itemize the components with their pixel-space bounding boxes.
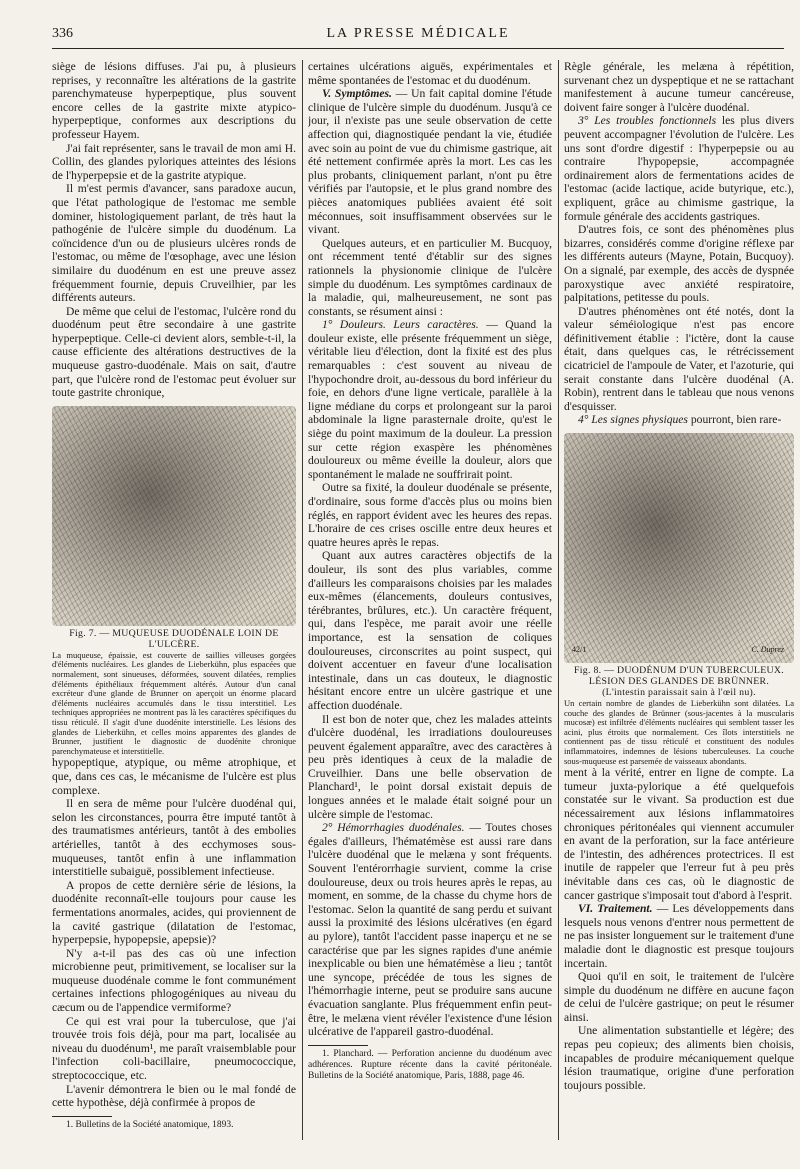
figure-8-caption xyxy=(564,665,794,766)
section-5 xyxy=(308,87,552,237)
footnote-rule xyxy=(52,1116,112,1117)
paragraph xyxy=(308,318,552,481)
footnote-rule xyxy=(308,1045,368,1046)
section-6-title: VI. Traitement. xyxy=(578,902,653,916)
paragraph-text: pourront, bien rare- xyxy=(687,413,782,427)
paragraph: Il est bon de noter que, chez les malades atteints d'ulcère duodénal, les irradiations douloureuses peuvent également apparaître, avec des caractères à peu près identiques à ceux de la maladie de Cruveilhier. Dans une belle observation de Planchard¹, le point dorsal existait depuis de longues années et le malade était soigné pour un ulcère simple de l'estomac. xyxy=(308,712,552,821)
paragraph: Il en sera de même pour l'ulcère duodénal qui, selon les circonstances, pourra être imputé tantôt à des traumatismes antérieurs, tantôt à des embolies artérielles, tantôt à des ecchymoses sous-muqueuses, tantôt enfin à une inflammation interstitielle subaiguë, possiblement infectieuse. xyxy=(52,797,296,879)
subheading: 1° Douleurs. Leurs caractères. xyxy=(322,318,479,332)
figure-8-description: Un certain nombre de glandes de Lieberkühn sont dilatées. La couche des glandes de Brünner (sous-jacentes à la muscularis mucosæ) est infiltrée d'éléments nucléaires qui semblent tasser les acini, plus étroits que normalement. Ces îlots interstitiels ne contiennent pas de tissu réticulé et constituent des nodules inflammatoires, indemnes de lésions tuberculeuses. La couche sous-muqueuse est parsemée de vaisseaux abondants. xyxy=(564,698,794,766)
figure-7-title: Fig. 7. — MUQUEUSE DUODÉNALE LOIN DE L'ULCÈRE. xyxy=(69,627,279,650)
figure-8-subtitle: (L'intestin paraissait sain à l'œil nu). xyxy=(602,687,756,699)
column-divider xyxy=(302,60,303,1140)
paragraph: ment à la vérité, entrer en ligne de compte. La tumeur juxta-pylorique a été quelquefois constatée sur le vivant. Sa production est due nécessairement aux lésions inflammatoires chroniques péritonéales qui viennent accumuler en avant de la perforation, sur la face antérieure de l'intestin, des adhérences protectrices. Il est inutile de rappeler que l'erreur fut à peu près inévitable dans ces cas, où le diagnostic de cancer gastrique s'imposait tout d'abord à l'esprit. xyxy=(564,766,794,902)
figure-8-signature: C. Duprez xyxy=(751,645,784,655)
paragraph: J'ai fait représenter, sans le travail de mon ami H. Collin, des glandes pyloriques atteintes des lésions de l'hyperpepsie et de la gastrite atypique. xyxy=(52,141,296,182)
paragraph: certaines ulcérations aiguës, expérimentales et même spontanées de l'estomac et du duodénum. xyxy=(308,60,552,87)
figure-8-scale: 42/1 xyxy=(572,645,587,655)
page-number: 336 xyxy=(52,26,73,41)
column-divider xyxy=(558,60,559,1140)
section-5-text: — Un fait capital domine l'étude clinique de l'ulcère simple du duodénum. Jusqu'à ce jour, il n'existe pas une seule observation de cette affection qui, diagnostiquée pendant la vie, étudiée avec soin au point de vue du chimisme gastrique, ait été nettement confirmée après la mort. Les cas les plus probants, cliniquement parlant, n'ont pu être vérifiés par l'autopsie, et le plus grand nombre des pièces anatomiques publiées avaient été soit méconnues, soit insuffisamment observées sur le vivant. xyxy=(308,87,552,237)
paragraph: Une alimentation substantielle et légère; des repas peu copieux; des aliments bien choisis, incapables de produire mécaniquement quelque lésion traumatique, origine d'une perforation toujours possible. xyxy=(564,1024,794,1092)
paragraph: A propos de cette dernière série de lésions, la duodénite reconnaît-elle toujours pour cause les fermentations anormales, acides, qui proviennent de la cavité gastrique (dilatation de l'estomac, hyperpepsie, hypopepsie, apepsie)? xyxy=(52,878,296,947)
paragraph: De même que celui de l'estomac, l'ulcère rond du duodénum peut être secondaire à une gastrite hyperpeptique. Celle-ci devient alors, semble-t-il, la cause efficiente des altérations destructives de la muqueuse gastro-duodénale. Mais on sait, d'autre part, que l'ulcère rond de l'estomac peut évoluer sur toute gastrite chronique, xyxy=(52,304,296,400)
paragraph: N'y a-t-il pas des cas où une infection microbienne peut, primitivement, se localiser sur la muqueuse duodénale comme le font communément certaines infections phlogogéniques au niveau du cæcum ou de l'appendice vermiforme? xyxy=(52,946,296,1015)
paragraph: hypopeptique, atypique, ou même atrophique, et que, dans ces cas, le mécanisme de l'ulcère est plus complexe. xyxy=(52,756,296,797)
paragraph: D'autres fois, ce sont des phénomènes plus bizarres, considérés comme d'origine réflexe par les différents auteurs (Mayne, Potain, Bucquoy). On a signalé, par exemple, des accès de dyspnée paroxystique avec anxiété respiratoire, palpitations, petitesse du pouls. xyxy=(564,223,794,305)
figure-8-micrograph xyxy=(564,433,794,663)
section-6 xyxy=(564,902,794,970)
paragraph xyxy=(564,413,794,427)
paragraph: Quoi qu'il en soit, le traitement de l'ulcère simple du duodénum ne diffère en aucune façon de celui de l'ulcère gastrique; on peut le résumer ainsi. xyxy=(564,970,794,1024)
paragraph-text: les plus divers peuvent accompagner l'évolution de l'ulcère. Les uns sont d'ordre digestif : l'hyperpepsie ou au contraire l'hypopepsie, accompagnée ordinairement alors de fermentations acides de l'estomac (acide lactique, acide butyrique, etc.), expliquent, grâce au chimisme gastrique, la formule générale des accidents gastriques. xyxy=(564,114,794,223)
paragraph: Quelques auteurs, et en particulier M. Bucquoy, ont récemment tenté d'établir sur des signes rationnels la physionomie clinique de l'ulcère simple du duodénum. Les symptômes cardinaux de la maladie, qui, malheureusement, ne sont pas constants, se résument ainsi : xyxy=(308,236,552,318)
paragraph-text: — Toutes choses égales d'ailleurs, l'hématémèse est aussi rare dans l'ulcère duodénal que le melæna y sont fréquents. Souvent l'entérorrhagie survient, comme la crise douloureuse, deux ou trois heures après le repas, au moment, en somme, de la chasse du chyme hors de l'estomac. Selon la quantité de sang perdu et suivant aussi la proximité des lésions ulcératives (en égard au pylore), tantôt l'accident passe inaperçu et ne se caractérise que par les signes rapides d'une anémie inexplicable ou bien une hématémèse a lieu ; tantôt une syncope, précédée de tous les signes de l'hémorrhagie interne, peut se produire sans aucune évacuation sanglante. Plus fréquemment enfin peut-être, le melæna vient révéler l'existence d'une lésion ulcérative de l'appareil gastro-duodénal. xyxy=(308,821,552,1039)
paragraph: Outre sa fixité, la douleur duodénale se présente, d'ordinaire, sous forme d'accès plus ou moins bien réglés, en rapport évident avec les heures des repas. L'horaire de ces crises oscille entre deux heures et quatre heures après le repas. xyxy=(308,481,552,549)
paragraph: Ce qui est vrai pour la tuberculose, que j'ai trouvée trois fois déjà, pour ma part, localisée au niveau du duodénum¹, me paraît vraisemblable pour l'infection coli-bacillaire, pneumococcique, streptococcique, etc. xyxy=(52,1014,296,1083)
subheading: 3° Les troubles fonctionnels xyxy=(578,114,717,128)
section-6-text: — Les développements dans lesquels nous venons d'entrer nous permettent de ne pas insister longuement sur le traitement d'une maladie dont le diagnostic est presque toujours incertain. xyxy=(564,902,794,970)
figure-8-title: Fig. 8. — DUODÉNUM D'UN TUBERCULEUX. LÉSION DES GLANDES DE BRÜNNER. xyxy=(574,665,784,688)
paragraph: D'autres phénomènes ont été notés, dont la valeur séméiologique n'est pas encore définitivement établie : l'ictère, dont la cause était, dans quelques cas, le rétrécissement cicatriciel de l'ampoule de Vater, et l'azoturie, qui serait constante dans l'ulcère duodénal (A. Robin), rentrent dans le tableau que nous venons d'esquisser. xyxy=(564,304,794,413)
footnote: 1. Planchard. — Perforation ancienne du duodénum avec adhérences. Rupture récente dans la cavité péritonéale. Bulletins de la Société anatomique, Paris, 1888, page 46. xyxy=(308,1048,552,1081)
column-right xyxy=(564,60,794,1140)
section-5-title: V. Symptômes. xyxy=(322,87,392,101)
paragraph: siège de lésions diffuses. J'ai pu, à plusieurs reprises, y reconnaître les altérations de la gastrite parenchymateuse hyperpeptique, plus souvent encore celles de la gastrite mixte atypico-hyperpeptique, conformes aux descriptions du professeur Hayem. xyxy=(52,60,296,141)
page-header xyxy=(52,24,784,49)
paragraph-text: — Quand la douleur existe, elle présente fréquemment un siège, véritable lieu d'élection, dont la fixité est des plus remarquables : c'est souvent au niveau de l'hypochondre droit, au-dessous du bord inférieur du foie, en dehors d'une ligne verticale, parallèle à la ligne médiane du corps et prolongeant sur la paroi abdominale la ligne parasternale droite, qu'est le siège du point maximum de la douleur. La pression sur cette région exaspère les phénomènes douloureux ou même éveille la douleur, alors que spontanément le malade ne souffrirait point. xyxy=(308,318,552,481)
paragraph: Il m'est permis d'avancer, sans paradoxe aucun, que l'état pathologique de l'estomac me semble dominer, histologiquement parlant, de très haut la pathogénie de l'ulcère simple du duodénum. La coïncidence d'un ou de plusieurs ulcères ronds de l'estomac, ou même de l'œsophage, avec une lésion similaire du duodénum en est une preuve assez fréquemment fournie, depuis Cruveilhier, par les différents auteurs. xyxy=(52,182,296,305)
figure-7-micrograph xyxy=(52,406,296,626)
subheading: 2° Hémorrhagies duodénales. xyxy=(322,821,465,835)
journal-title: LA PRESSE MÉDICALE xyxy=(326,26,510,41)
paragraph: Règle générale, les melæna à répétition, survenant chez un dyspeptique et ne se rattachant manifestement à aucune tumeur cancéreuse, doivent faire songer à l'ulcère duodénal. xyxy=(564,60,794,114)
paragraph xyxy=(308,821,552,1039)
figure-7-description: La muqueuse, épaissie, est couverte de saillies villeuses gorgées d'éléments nucléaires. Les glandes de Lieberkühn, plus espacées que normalement, sont sinueuses, déformées, souvent dilatées, remplies d'éléments épithéliaux fréquemment altérés. Autour d'un canal excréteur d'une glande de Brunner on aperçoit un énorme placard d'éléments nucléaires accumulés dans le tissu interstitiel. Les techniques appropriées ne montrent pas là les caractères spécifiques du tissu réticulé. Il s'agit d'une duodénite interstitielle. Les lésions des glandes de Lieberkühn, et celles moins apparentes des glandes de Brunner, justifient le diagnostic de duodénite chronique parenchymateuse et interstitielle. xyxy=(52,649,296,756)
figure-7-caption xyxy=(52,628,296,757)
paragraph: L'avenir démontrera le bien ou le mal fondé de cette hypothèse, déjà confirmée à propos de xyxy=(52,1082,296,1110)
footnote: 1. Bulletins de la Société anatomique, 1893. xyxy=(66,1119,234,1130)
paragraph: Quant aux autres caractères objectifs de la douleur, ils sont des plus variables, comme d'ailleurs les comparaisons choisies par les malades eux-mêmes (élancements, douleurs contusives, térébrantes, brûlures, etc.). Un caractère fréquent, qui, dans l'espèce, me parait avoir une réelle importance, est la sensation de coliques douloureuses, circonscrites au point suspect, qui doivent accentuer en faveur d'une localisation intestinale, dans un cas douteux, le diagnostic hésitant encore entre un ulcère gastrique et une affection duodénale. xyxy=(308,549,552,712)
subheading: 4° Les signes physiques xyxy=(578,413,688,427)
paragraph xyxy=(564,114,794,223)
column-middle xyxy=(308,60,552,1142)
column-left xyxy=(52,60,296,1140)
